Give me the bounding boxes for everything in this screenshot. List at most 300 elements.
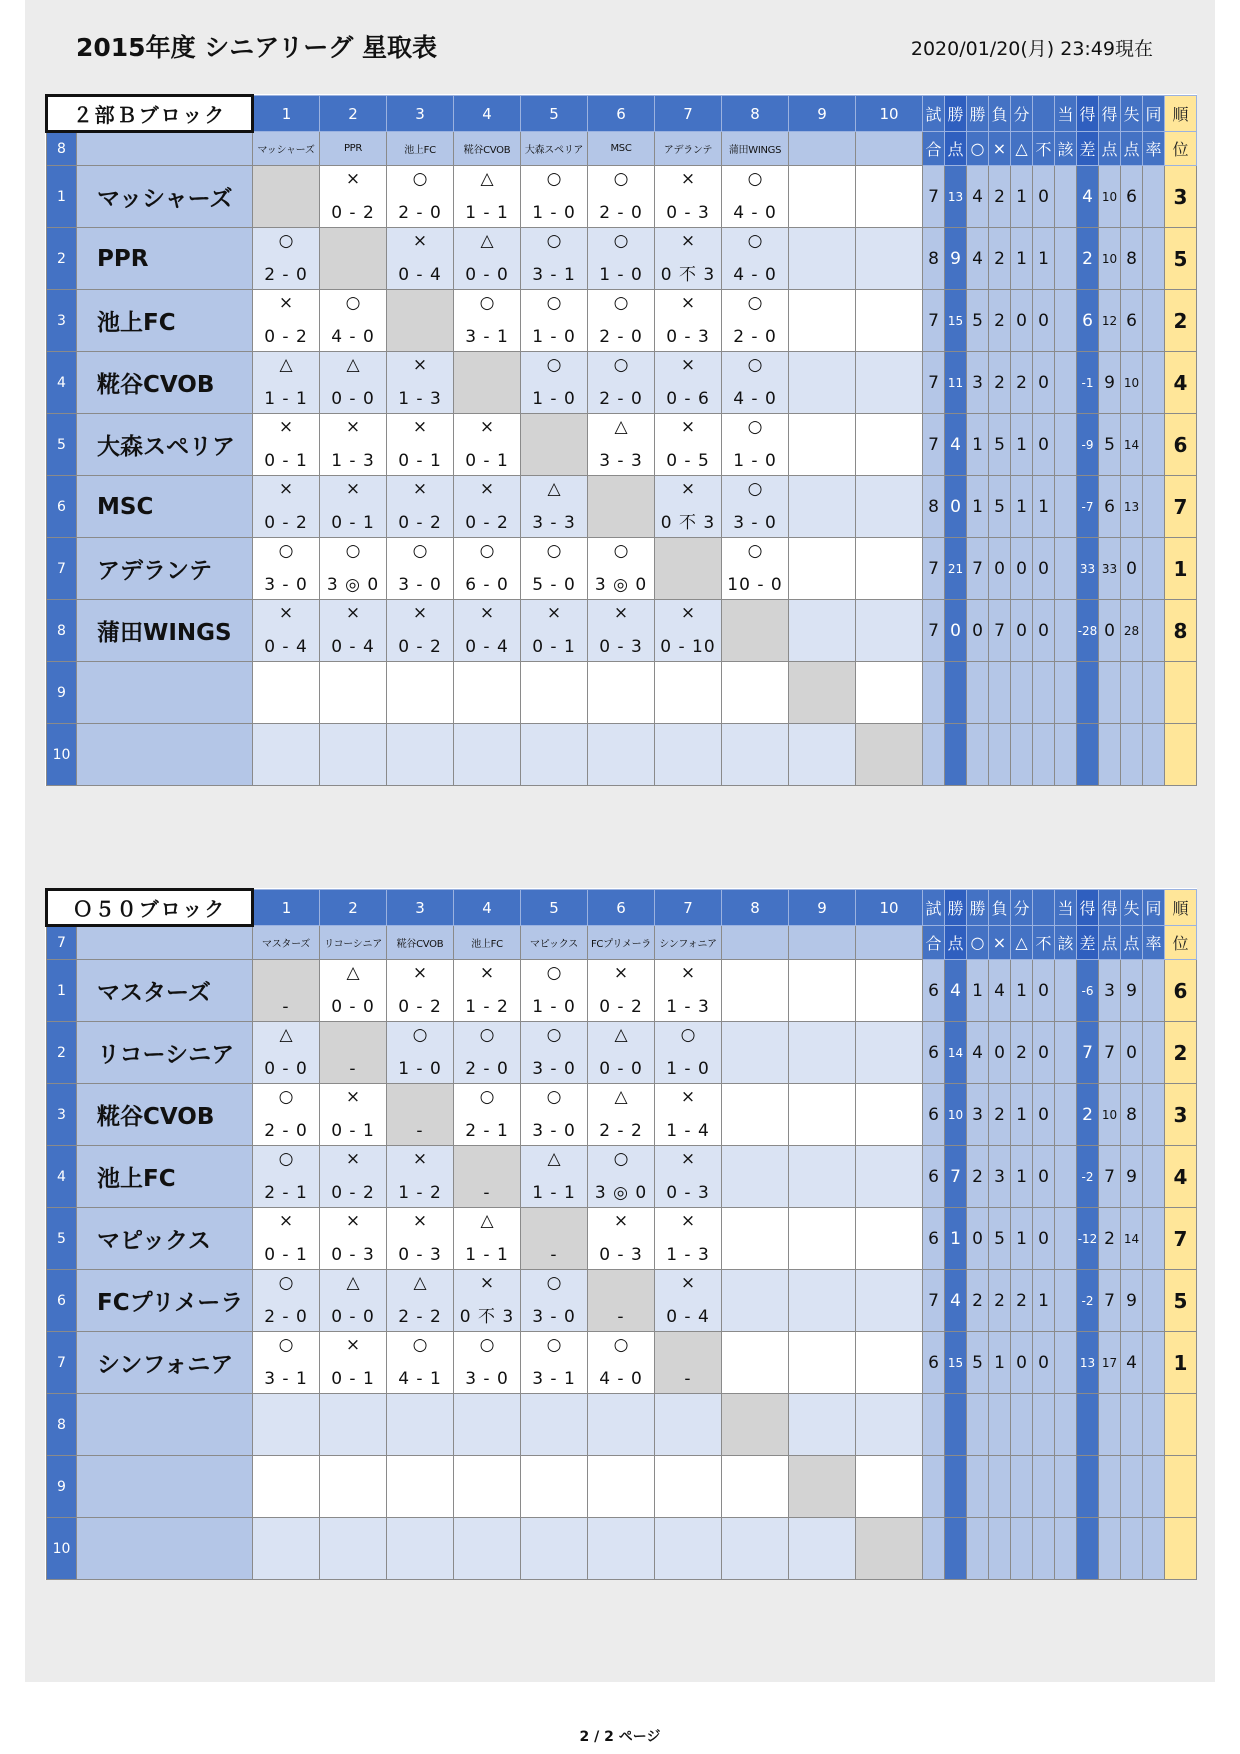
team-stat: 13 (945, 166, 967, 228)
team-stat: 2 (1165, 290, 1197, 352)
match-score: 0 - 1 (331, 513, 375, 533)
result-mark: ○ (613, 293, 629, 313)
team-stat (1121, 662, 1143, 724)
result-mark: ○ (747, 231, 763, 251)
match-cell (655, 228, 722, 290)
column-number: 6 (588, 96, 655, 132)
match-cell (722, 960, 789, 1022)
stat-header: 負 (989, 96, 1011, 132)
block-name: ２部Ｂブロック (47, 96, 253, 132)
match-score: 0 - 6 (666, 389, 710, 409)
match-cell (320, 1084, 387, 1146)
team-stat: 7 (923, 352, 945, 414)
stat-header: 得 (1099, 96, 1121, 132)
match-cell (521, 290, 588, 352)
team-stat: 1 (967, 960, 989, 1022)
match-cell (387, 1022, 454, 1084)
team-stat (989, 1518, 1011, 1580)
match-score: 3 ◎ 0 (326, 575, 380, 595)
column-team-name (722, 926, 789, 960)
stat-header: 分 (1011, 96, 1033, 132)
match-score: 3 - 0 (532, 1059, 576, 1079)
match-cell (856, 1208, 923, 1270)
match-cell (521, 1332, 588, 1394)
match-cell (253, 1208, 320, 1270)
result-mark: × (412, 231, 428, 251)
stat-header: 勝 (967, 890, 989, 926)
team-stat: 9 (1099, 352, 1121, 414)
match-score: 0 - 3 (398, 1245, 442, 1265)
match-cell (722, 166, 789, 228)
result-mark: ○ (546, 1335, 562, 1355)
match-cell (789, 1208, 856, 1270)
result-mark: ○ (546, 169, 562, 189)
team-stat: 8 (1121, 1084, 1143, 1146)
match-score: 3 - 0 (733, 513, 777, 533)
team-stat (1055, 1208, 1077, 1270)
match-cell (387, 1456, 454, 1518)
stat-header: 該 (1055, 132, 1077, 166)
team-stat: 1 (1011, 960, 1033, 1022)
stat-header: 合 (923, 132, 945, 166)
team-stat: 2 (989, 228, 1011, 290)
match-cell (722, 1270, 789, 1332)
result-mark: ○ (546, 231, 562, 251)
team-stat (1055, 1022, 1077, 1084)
team-stat: 4 (945, 414, 967, 476)
match-cell (387, 1332, 454, 1394)
result-mark: ○ (613, 1335, 629, 1355)
team-stat: 5 (989, 476, 1011, 538)
team-row (47, 1084, 1197, 1146)
team-stat: 9 (945, 228, 967, 290)
column-number: 7 (655, 890, 722, 926)
team-row (47, 1456, 1197, 1518)
team-stat: -7 (1077, 476, 1099, 538)
team-stat: 11 (945, 352, 967, 414)
match-score: 1 - 2 (398, 1183, 442, 1203)
match-cell (521, 1270, 588, 1332)
result-mark: ○ (546, 541, 562, 561)
team-stat: 0 (1033, 1208, 1055, 1270)
team-stat: -2 (1077, 1146, 1099, 1208)
match-cell (588, 1084, 655, 1146)
team-row (47, 414, 1197, 476)
team-stat: 7 (967, 538, 989, 600)
team-stat (989, 724, 1011, 786)
match-score: 0 - 4 (398, 265, 442, 285)
match-cell (722, 228, 789, 290)
match-cell (588, 600, 655, 662)
team-row (47, 1394, 1197, 1456)
team-stat: 1 (1033, 476, 1055, 538)
team-stat: 7 (989, 600, 1011, 662)
result-mark: ○ (412, 169, 428, 189)
team-stat: 10 (1099, 228, 1121, 290)
match-score: 0 - 3 (599, 1245, 643, 1265)
match-score: 0 - 1 (465, 451, 509, 471)
result-mark: △ (614, 417, 628, 437)
column-team-name: 蒲田WINGS (722, 132, 789, 166)
team-stat (1011, 1518, 1033, 1580)
match-cell (320, 960, 387, 1022)
team-stat (1055, 1456, 1077, 1518)
team-stat: 7 (923, 414, 945, 476)
match-cell (521, 538, 588, 600)
team-stat: 0 (1099, 600, 1121, 662)
column-team-name: FCプリメーラ (588, 926, 655, 960)
team-stat: 33 (1099, 538, 1121, 600)
result-mark: ○ (747, 293, 763, 313)
match-cell (655, 1022, 722, 1084)
match-cell (454, 1394, 521, 1456)
match-score: 1 - 1 (465, 203, 509, 223)
result-mark: ○ (412, 541, 428, 561)
match-cell (521, 1084, 588, 1146)
stat-header: 同 (1143, 96, 1165, 132)
team-stat: 7 (923, 290, 945, 352)
match-score: 0 不 3 (459, 1307, 515, 1327)
team-stat: 9 (1121, 1146, 1143, 1208)
match-score: 6 - 0 (465, 575, 509, 595)
result-mark: ○ (613, 1149, 629, 1169)
stat-header: × (989, 926, 1011, 960)
team-stat: 0 (1011, 290, 1033, 352)
result-mark: × (345, 1149, 361, 1169)
team-stat (1055, 1270, 1077, 1332)
result-mark: × (345, 1087, 361, 1107)
match-score: 3 - 0 (532, 1121, 576, 1141)
team-row (47, 1022, 1197, 1084)
match-score: 1 - 1 (264, 389, 308, 409)
self-match-cell (789, 662, 856, 724)
match-cell (789, 960, 856, 1022)
match-score: 3 - 1 (532, 1369, 576, 1389)
team-stat: 10 (1121, 352, 1143, 414)
result-mark: ○ (613, 231, 629, 251)
self-match-cell (454, 352, 521, 414)
team-name: 蒲田WINGS (77, 600, 253, 662)
team-stat (967, 1394, 989, 1456)
page-footer: 2 / 2 ページ (579, 1729, 661, 1745)
self-match-cell (856, 1518, 923, 1580)
match-cell (387, 1208, 454, 1270)
match-cell (387, 662, 454, 724)
team-stat: 0 (1121, 538, 1143, 600)
match-cell (253, 290, 320, 352)
column-team-name: マスターズ (253, 926, 320, 960)
result-mark: ○ (613, 169, 629, 189)
result-mark: △ (279, 1025, 293, 1045)
result-mark: ○ (680, 1025, 696, 1045)
match-score: 4 - 0 (733, 265, 777, 285)
result-mark: ○ (412, 1025, 428, 1045)
team-stat: 1 (967, 476, 989, 538)
team-stat (1121, 1518, 1143, 1580)
column-team-name: MSC (588, 132, 655, 166)
team-stat: 6 (1165, 414, 1197, 476)
result-mark: ○ (747, 355, 763, 375)
match-cell (588, 960, 655, 1022)
column-number: 7 (655, 96, 722, 132)
result-mark: × (479, 1273, 495, 1293)
column-number: 10 (856, 890, 923, 926)
result-mark: × (412, 1149, 428, 1169)
team-stat: 2 (1011, 1022, 1033, 1084)
match-cell (856, 1394, 923, 1456)
match-cell (454, 166, 521, 228)
result-mark: × (680, 1273, 696, 1293)
match-cell (454, 1518, 521, 1580)
match-cell (856, 1084, 923, 1146)
stat-header: 点 (1121, 926, 1143, 960)
team-stat: 15 (945, 1332, 967, 1394)
match-cell (789, 1332, 856, 1394)
match-score: 3 - 0 (532, 1307, 576, 1327)
team-stat (1143, 538, 1165, 600)
match-score: 0 - 0 (331, 1307, 375, 1327)
team-stat (1055, 352, 1077, 414)
team-stat (1011, 1456, 1033, 1518)
block-name: Ｏ５０ブロック (47, 890, 253, 926)
team-stat (1143, 1022, 1165, 1084)
self-match-cell (655, 538, 722, 600)
team-stat (1055, 1332, 1077, 1394)
match-score: 1 - 1 (465, 1245, 509, 1265)
match-score: 1 - 3 (398, 389, 442, 409)
team-stat (1055, 166, 1077, 228)
match-cell (253, 1146, 320, 1208)
match-cell (253, 1022, 320, 1084)
team-stat (1121, 1456, 1143, 1518)
team-row (47, 1208, 1197, 1270)
stat-header: 勝 (967, 96, 989, 132)
match-cell (655, 1518, 722, 1580)
team-stat: 3 (1099, 960, 1121, 1022)
team-stat (923, 1518, 945, 1580)
team-stat: 0 (1033, 960, 1055, 1022)
match-cell (588, 290, 655, 352)
team-stat (967, 1518, 989, 1580)
header-blank (77, 132, 253, 166)
match-score: 0 - 10 (660, 637, 716, 657)
match-score: 0 - 1 (331, 1121, 375, 1141)
team-stat (1165, 662, 1197, 724)
match-cell (454, 1084, 521, 1146)
team-row (47, 166, 1197, 228)
column-team-name: アデランテ (655, 132, 722, 166)
result-mark: × (345, 417, 361, 437)
result-mark: △ (547, 479, 561, 499)
team-stat (1165, 1394, 1197, 1456)
team-stat (1143, 290, 1165, 352)
match-score: 2 - 0 (398, 203, 442, 223)
match-cell (320, 724, 387, 786)
match-cell (454, 1270, 521, 1332)
result-mark: ○ (546, 1025, 562, 1045)
team-stat: 12 (1099, 290, 1121, 352)
team-stat: 3 (1165, 166, 1197, 228)
team-stat (1165, 1456, 1197, 1518)
match-score: - (617, 1307, 625, 1327)
self-match-cell (722, 1394, 789, 1456)
match-cell (789, 1084, 856, 1146)
self-match-cell (320, 228, 387, 290)
stat-header: 勝 (945, 96, 967, 132)
match-cell (856, 662, 923, 724)
match-score: 0 - 0 (264, 1059, 308, 1079)
stat-header: 点 (1121, 132, 1143, 166)
team-stat (989, 1394, 1011, 1456)
match-score: 0 - 0 (331, 389, 375, 409)
match-cell (521, 724, 588, 786)
result-mark: × (680, 169, 696, 189)
page-title: 2015年度 シニアリーグ 星取表 (76, 33, 437, 62)
result-mark: △ (346, 963, 360, 983)
team-index: 3 (47, 290, 77, 352)
match-cell (387, 352, 454, 414)
match-cell (722, 1208, 789, 1270)
match-cell (655, 166, 722, 228)
match-cell (722, 1518, 789, 1580)
match-cell (655, 414, 722, 476)
team-stat: 7 (1099, 1022, 1121, 1084)
match-cell (454, 1022, 521, 1084)
result-mark: ○ (747, 541, 763, 561)
team-stat: 2 (989, 352, 1011, 414)
match-score: 2 - 0 (264, 1307, 308, 1327)
stat-header: 点 (945, 132, 967, 166)
match-cell (253, 662, 320, 724)
match-score: 0 - 2 (398, 997, 442, 1017)
match-score: 3 ◎ 0 (594, 1183, 648, 1203)
team-stat (1011, 724, 1033, 786)
match-cell (454, 538, 521, 600)
team-stat: -1 (1077, 352, 1099, 414)
team-stat: -9 (1077, 414, 1099, 476)
team-stat: 1 (1011, 228, 1033, 290)
match-cell (722, 1146, 789, 1208)
team-stat: 0 (989, 538, 1011, 600)
result-mark: × (345, 479, 361, 499)
team-stat: 0 (1033, 1084, 1055, 1146)
result-mark: △ (480, 169, 494, 189)
match-cell (253, 1518, 320, 1580)
result-mark: ○ (345, 541, 361, 561)
match-score: 3 - 3 (532, 513, 576, 533)
team-stat: 14 (1121, 1208, 1143, 1270)
team-stat (1143, 1456, 1165, 1518)
team-row (47, 724, 1197, 786)
match-cell (253, 1456, 320, 1518)
team-stat: 0 (1033, 166, 1055, 228)
match-score: - (282, 997, 290, 1017)
result-mark: ○ (546, 1087, 562, 1107)
match-score: 1 - 4 (666, 1121, 710, 1141)
team-stat: 2 (989, 1270, 1011, 1332)
team-stat (967, 662, 989, 724)
team-stat: 7 (923, 600, 945, 662)
team-stat: 4 (967, 1022, 989, 1084)
match-cell (722, 1332, 789, 1394)
team-stat: 2 (1077, 1084, 1099, 1146)
stat-header: 失 (1121, 890, 1143, 926)
team-stat: 3 (1165, 1084, 1197, 1146)
team-stat: 2 (1165, 1022, 1197, 1084)
team-stat (1033, 1456, 1055, 1518)
team-stat: 7 (923, 166, 945, 228)
result-mark: × (278, 479, 294, 499)
result-mark: △ (547, 1149, 561, 1169)
match-score: 0 - 4 (666, 1307, 710, 1327)
match-cell (387, 166, 454, 228)
match-cell (722, 414, 789, 476)
match-score: 1 - 0 (532, 389, 576, 409)
stat-header: 試 (923, 890, 945, 926)
team-stat (1077, 1394, 1099, 1456)
stat-header: 分 (1011, 890, 1033, 926)
team-stat (945, 662, 967, 724)
team-stat: -12 (1077, 1208, 1099, 1270)
match-cell (387, 1146, 454, 1208)
match-cell (789, 1518, 856, 1580)
match-score: 4 - 0 (733, 203, 777, 223)
match-cell (655, 600, 722, 662)
result-mark: ○ (747, 479, 763, 499)
team-stat (1055, 600, 1077, 662)
column-team-name (789, 132, 856, 166)
team-stat: 0 (989, 1022, 1011, 1084)
team-name: リコーシニア (77, 1022, 253, 1084)
team-stat: 17 (1099, 1332, 1121, 1394)
team-stat (1143, 724, 1165, 786)
team-stat: 7 (1077, 1022, 1099, 1084)
match-cell (521, 600, 588, 662)
result-mark: ○ (546, 1273, 562, 1293)
team-stat (1055, 724, 1077, 786)
self-match-cell (856, 724, 923, 786)
match-cell (588, 228, 655, 290)
stat-header: △ (1011, 132, 1033, 166)
result-mark: △ (480, 231, 494, 251)
match-cell (454, 662, 521, 724)
match-cell (655, 662, 722, 724)
result-mark: × (345, 1211, 361, 1231)
match-cell (320, 1146, 387, 1208)
team-stat (1121, 1394, 1143, 1456)
match-cell (387, 600, 454, 662)
standings-table-block-2 (45, 888, 1197, 1580)
match-cell (521, 1394, 588, 1456)
match-cell (253, 414, 320, 476)
stat-header: 得 (1077, 96, 1099, 132)
match-cell (588, 352, 655, 414)
match-score: 0 - 0 (599, 1059, 643, 1079)
team-stat: 28 (1121, 600, 1143, 662)
team-name (77, 1456, 253, 1518)
team-stat (1033, 1394, 1055, 1456)
team-stat: 0 (967, 1208, 989, 1270)
match-cell (722, 1456, 789, 1518)
match-score: 5 - 0 (532, 575, 576, 595)
team-stat: 2 (989, 290, 1011, 352)
match-cell (789, 166, 856, 228)
team-stat (923, 662, 945, 724)
match-cell (588, 1456, 655, 1518)
team-index: 8 (47, 600, 77, 662)
team-stat: 7 (1099, 1270, 1121, 1332)
match-cell (521, 352, 588, 414)
